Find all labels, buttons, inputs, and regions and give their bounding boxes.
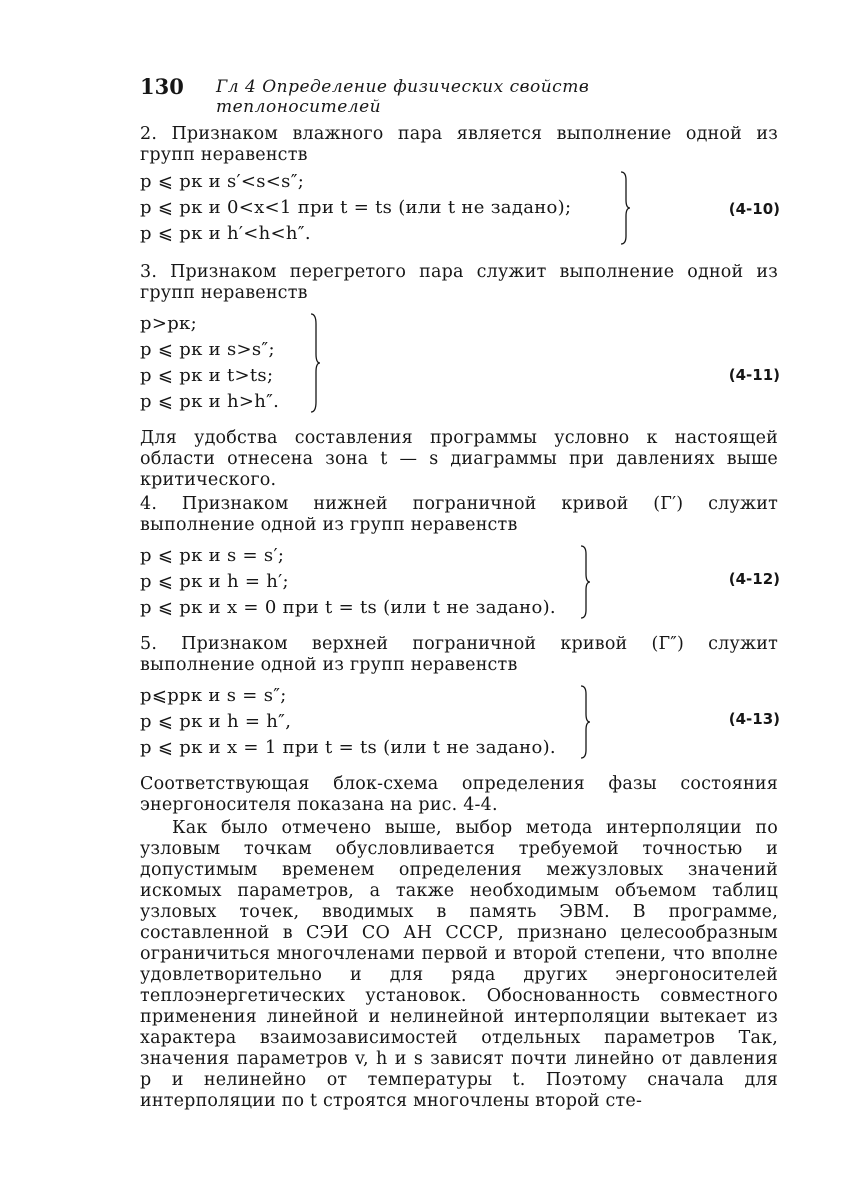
equation-line: p ⩽ pк и s′<s<s″; xyxy=(140,171,305,192)
equation-line: p ⩽ pк и s>s″; xyxy=(140,339,275,360)
equation-line: p>pк; xyxy=(140,313,197,334)
equation-number: (4-11) xyxy=(728,366,780,384)
equation-number: (4-12) xyxy=(728,570,780,588)
paragraph-flowchart-reference: Соответствующая блок-схема определения фазы состояния энергоносителя показана на рис. 4-4. xyxy=(140,774,778,815)
right-brace-icon xyxy=(620,170,630,246)
paragraph-convenience-note: Для удобства составления программы условно к настоящей области отнесена зона t — s диаграммы при давлениях выше критического. xyxy=(140,428,778,490)
equation-4-13 xyxy=(140,684,780,760)
equation-line: p ⩽ pк и s = s′; xyxy=(140,545,285,566)
paragraph-wet-steam: 2. Признаком влажного пара является выполнение одной из групп неравенств xyxy=(140,124,778,165)
equation-line: p ⩽ pк и h>h″. xyxy=(140,391,280,412)
page-header xyxy=(140,74,700,117)
equation-number: (4-10) xyxy=(728,200,780,218)
paragraph-interpolation: Как было отмечено выше, выбор метода интерполяции по узловым точкам обусловливается требуемой точностью и допустимым временем определения межузловых значений искомых параметров, а также необходимым объемом таблиц узловых точек, вводимых в память ЭВМ. В программе, составленной в СЭИ СО АН СССР, признано целесообразным ограничиться многочленами первой и второй степени, что вполне удовлетворительно и для ряда других энергоносителей теплоэнергетических установок. Обоснованность совместного применения линейной и нелинейной интерполяции вытекает из характера взаимозависимостей отдельных параметров Так, значения параметров v, h и s зависят почти линейно от давления p и нелинейно от температуры t. Поэтому сначала для интерполяции по t строятся многочлены второй сте- xyxy=(140,818,778,1111)
equation-4-11 xyxy=(140,312,780,414)
right-brace-icon xyxy=(580,684,590,760)
paragraph-lower-boundary: 4. Признаком нижней пограничной кривой (Г′) служит выполнение одной из групп неравенств xyxy=(140,494,778,535)
equation-line: p ⩽ pк и x = 1 при t = ts (или t не задано). xyxy=(140,737,556,758)
equation-number: (4-13) xyxy=(728,710,780,728)
equation-line: p ⩽ pк и t>ts; xyxy=(140,365,274,386)
equation-line: p⩽ppк и s = s″; xyxy=(140,685,287,706)
equation-4-12 xyxy=(140,544,780,620)
equation-line: p ⩽ pк и h = h′; xyxy=(140,571,289,592)
equation-line: p ⩽ pк и h′<h<h″. xyxy=(140,223,311,244)
equation-line: p ⩽ pк и h = h″, xyxy=(140,711,292,732)
equation-line: p ⩽ pк и 0<x<1 при t = ts (или t не задано); xyxy=(140,197,572,218)
right-brace-icon xyxy=(580,544,590,620)
right-brace-icon xyxy=(310,312,320,414)
paragraph-superheated-steam: 3. Признаком перегретого пара служит выполнение одной из групп неравенств xyxy=(140,262,778,303)
equation-4-10 xyxy=(140,170,780,246)
equation-line: p ⩽ pк и x = 0 при t = ts (или t не задано). xyxy=(140,597,556,618)
running-title: Гл 4 Определение физических свойств теплоносителей xyxy=(216,77,590,117)
page-number: 130 xyxy=(140,74,184,99)
paragraph-upper-boundary: 5. Признаком верхней пограничной кривой (Г″) служит выполнение одной из групп неравенств xyxy=(140,634,778,675)
